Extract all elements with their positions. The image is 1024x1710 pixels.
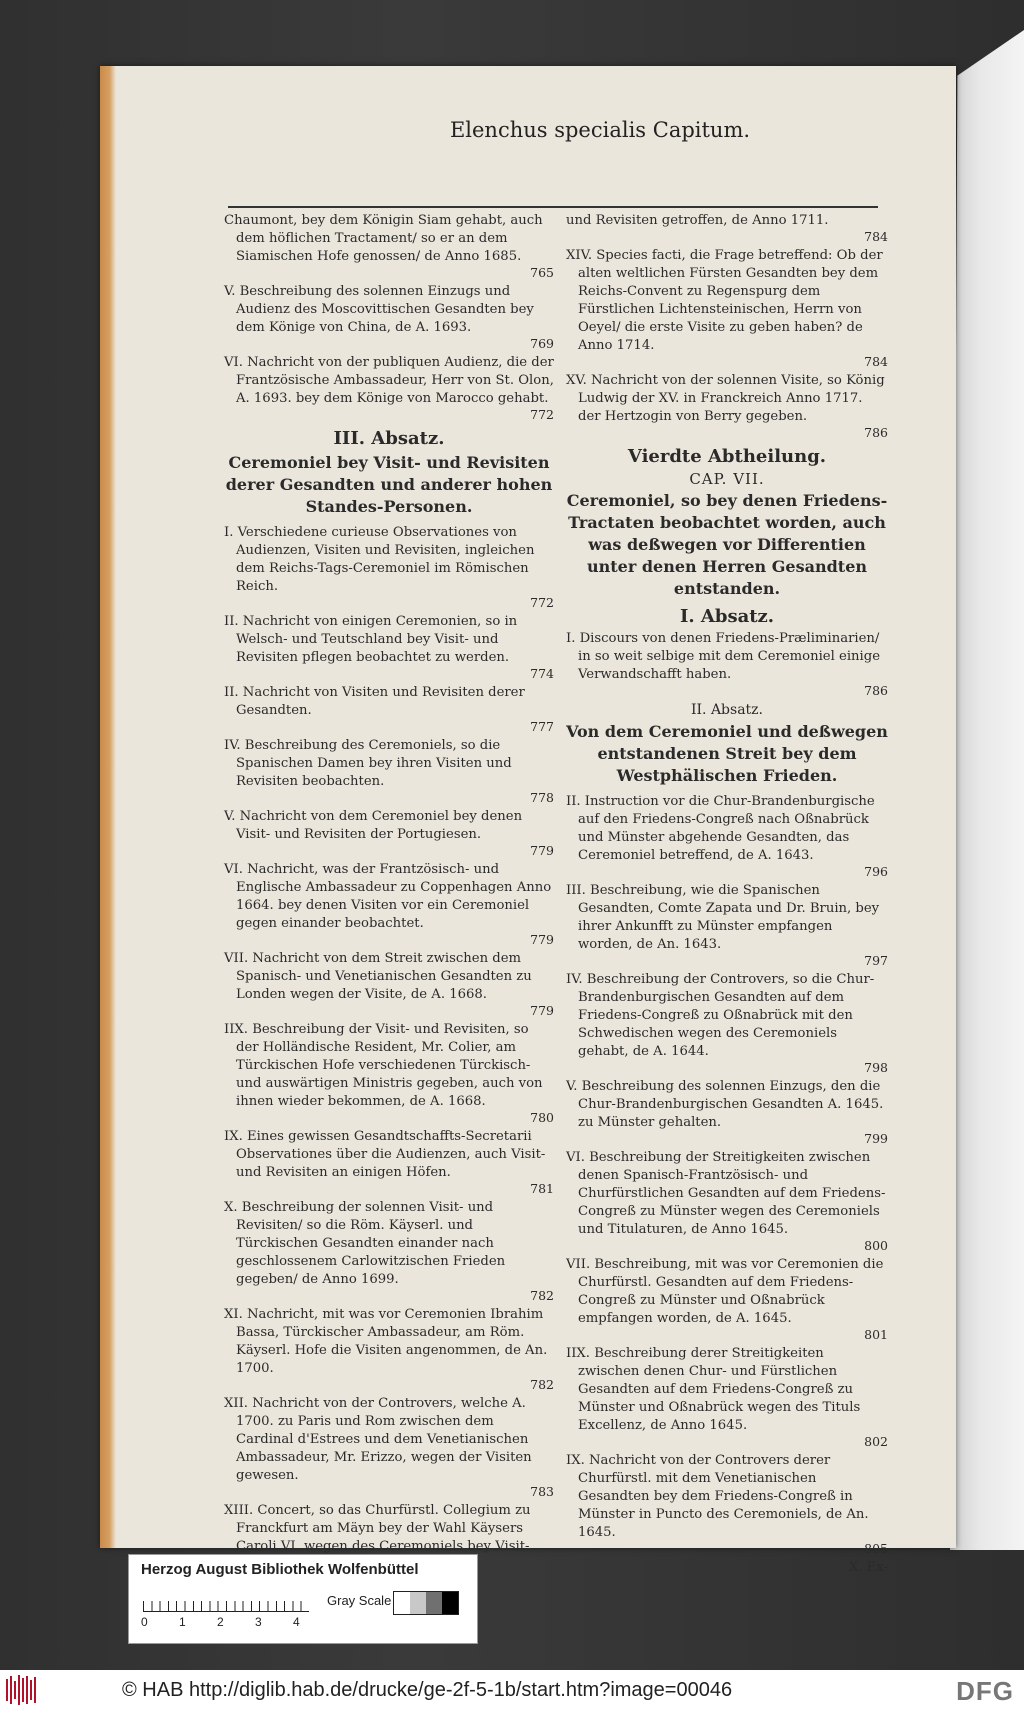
gray-swatch (394, 1592, 410, 1614)
entry-page-number: 801 (864, 1327, 888, 1342)
left-entry (224, 1128, 554, 1196)
sub2-entry (566, 882, 888, 968)
entry-text: VI. Nachricht von der publiquen Audienz, die der Frantzösische Ambassadeur, Herr von St. Olon, A. 1693. bey dem Könige von Marocco gehabt. (224, 355, 554, 406)
ruler-number: 3 (255, 1615, 262, 1629)
left-section-title: Ceremoniel bey Visit- und Revisiten derer Gesandten und anderer hohen Standes-Personen. (225, 453, 553, 516)
entry-page-number: 782 (530, 1377, 554, 1392)
entry-page-number: 779 (530, 932, 554, 947)
entry-text: XIII. Concert, so das Churfürstl. Collegium zu Franckfurt am Mäyn bey der Wahl Käysers Caroli VI. wegen des Ceremoniels bey Visit- (224, 1503, 531, 1554)
right-column (566, 212, 888, 1577)
left-entry (224, 950, 554, 1018)
logo-bar (34, 1677, 36, 1703)
entry-text: und Revisiten getroffen, de Anno 1711. (566, 213, 829, 228)
hab-logo-icon (6, 1675, 52, 1705)
entry-text: III. Beschreibung, wie die Spanischen Gesandten, Comte Zapata und Dr. Bruin, bey ihrer Ankunfft zu Münster empfangen worden, de An. 1643. (566, 883, 880, 952)
entry-page-number: 799 (864, 1131, 888, 1146)
entry-text: VI. Nachricht, was der Frantzösisch- und Englische Ambassadeur zu Coppenhagen Anno 1664. bey denen Visiten vor ein Ceremoniel gegen einander beobachtet. (224, 862, 552, 931)
dfg-logo: DFG (956, 1676, 1014, 1706)
sub2-entry (566, 971, 888, 1075)
entry-page-number: 786 (864, 425, 888, 440)
gray-swatch (410, 1592, 426, 1614)
ruler-number: 4 (293, 1615, 300, 1629)
left-top-entry (224, 212, 554, 280)
library-name: Herzog August Bibliothek Wolfenbüttel (141, 1561, 419, 1578)
left-entry (224, 1199, 554, 1303)
left-entry (224, 808, 554, 858)
color-control-card (128, 1554, 478, 1644)
right-section-head: Vierdte Abtheilung. (627, 446, 827, 467)
logo-bar (6, 1679, 8, 1701)
left-entries (224, 524, 554, 1556)
entry-text: IX. Eines gewissen Gesandtschaffts-Secretarii Observationes über die Audienzen, auch Visit- und Revisiten an einigen Höfen. (224, 1129, 546, 1180)
left-entry (224, 1021, 554, 1125)
sub2-head: II. Absatz. (690, 702, 764, 718)
sub2-entry (566, 1256, 888, 1342)
entry-page-number: 782 (530, 1288, 554, 1303)
entry-text: IV. Beschreibung der Controvers, so die Chur-Brandenburgischen Gesandten auf dem Friedens-Congreß zu Oßnabrück mit den Schwedischen wegen des Ceremoniels gehabt, de A. 1644. (566, 972, 875, 1059)
entry-text: IX. Nachricht von der Controvers derer Churfürstl. mit dem Venetianischen Gesandten bey dem Friedens-Congreß in Münster in Puncto des Ceremoniels, de An. 1645. (566, 1453, 869, 1540)
logo-bar (26, 1676, 28, 1704)
entry-page-number: 772 (530, 595, 554, 610)
entry-text: XI. Nachricht, mit was vor Ceremonien Ibrahim Bassa, Türckischer Ambassadeur, am Röm. Käyserl. Hofe die Visiten angenommen, de An. 1700. (224, 1307, 548, 1376)
left-entry (224, 524, 554, 610)
entry-page-number: 772 (530, 407, 554, 422)
logo-bar (10, 1676, 12, 1704)
right-top-entry (566, 372, 888, 440)
entry-page-number: 780 (530, 1110, 554, 1125)
right-top-entry (566, 247, 888, 369)
entry-page-number: 784 (864, 354, 888, 369)
right-top-entries (566, 212, 888, 440)
entry-page-number: 781 (530, 1181, 554, 1196)
entry-text: IIX. Beschreibung derer Streitigkeiten zwischen denen Chur- und Fürstlichen Gesandten auf dem Friedens-Congreß zu Münster und Oßnabrück wegen des Tituls Excellenz, de Anno 1645. (566, 1346, 861, 1433)
entry-page-number: 779 (530, 843, 554, 858)
running-head: Elenchus specialis Capitum. (449, 118, 751, 142)
left-entry (224, 1502, 554, 1556)
entry-page-number: 786 (864, 683, 888, 698)
left-entry (224, 613, 554, 681)
entry-text: VII. Nachricht von dem Streit zwischen dem Spanisch- und Venetianischen Gesandten zu Londen wegen der Visite, de A. 1668. (224, 951, 532, 1002)
left-entry (224, 1306, 554, 1392)
entry-page-number: 796 (864, 864, 888, 879)
entry-text: I. Discours von denen Friedens-Præliminarien/ in so weit selbige mit dem Ceremoniel einige Verwandschafft haben. (566, 631, 880, 682)
sub2-entry (566, 1452, 888, 1556)
chapter-head: CAP. VII. (689, 470, 765, 488)
right-top-entry (566, 212, 888, 244)
entry-page-number: 765 (530, 265, 554, 280)
entry-page-number: 777 (530, 719, 554, 734)
footer-bar (0, 1670, 1024, 1710)
sub1-entries (566, 630, 888, 698)
entry-text: I. Verschiedene curieuse Observationes von Audienzen, Visiten und Revisiten, ingleichen dem Reichs-Tags-Ceremoniel im Römischen Reich. (224, 525, 535, 594)
logo-bar (18, 1675, 20, 1705)
entry-text: V. Nachricht von dem Ceremoniel bey denen Visit- und Revisiten der Portugiesen. (224, 809, 523, 842)
entry-page-number: 800 (864, 1238, 888, 1253)
entry-text: IIX. Beschreibung der Visit- und Revisiten, so der Holländische Resident, Mr. Colier, am Türckischen Hofe verschiedenen Türckisch- und auswärtigen Ministris gegeben, auch von ihnen wieder bekommen, de A. 1668. (224, 1022, 543, 1109)
left-entry (224, 684, 554, 734)
entry-text: IV. Beschreibung des Ceremoniels, so die Spanischen Damen bey ihren Visiten und Revisiten beobachten. (224, 738, 512, 789)
left-entry (224, 1395, 554, 1499)
footer-url[interactable]: © HAB http://diglib.hab.de/drucke/ge-2f-5-1b/start.htm?image=00046 (122, 1678, 733, 1701)
head-rule (228, 206, 878, 208)
left-top-entry (224, 354, 554, 422)
entry-page-number: 783 (530, 1484, 554, 1499)
sub2-title: Von dem Ceremoniel und deßwegen entstandenen Streit bey dem Westphälischen Frieden. (566, 722, 888, 785)
entry-text: II. Nachricht von einigen Ceremonien, so in Welsch- und Teutschland bey Visit- und Revisiten pflegen beobachtet zu werden. (224, 614, 518, 665)
left-top-entries (224, 212, 554, 422)
sub2-entry (566, 1345, 888, 1449)
entry-page-number: 797 (864, 953, 888, 968)
ruler-number: 2 (217, 1615, 224, 1629)
entry-page-number: 778 (530, 790, 554, 805)
entry-text: XIV. Species facti, die Frage betreffend: Ob der alten weltlichen Fürsten Gesandten bey dem Reichs-Convent zu Regenspurg dem Fürstlichen Lichtensteinischen, Herrn von Oeyel/ die erste Visite zu geben haben? de Anno 1714. (566, 248, 883, 353)
entry-text: XII. Nachricht von der Controvers, welche A. 1700. zu Paris und Rom zwischen dem Cardinal d'Estrees und dem Venetianischen Ambassadeur, Mr. Erizzo, wegen der Visiten gewesen. (224, 1396, 532, 1483)
gray-swatch (442, 1592, 458, 1614)
gray-scale-label: Gray Scale (327, 1593, 392, 1608)
gray-scale-swatches (393, 1591, 459, 1615)
left-top-entry (224, 283, 554, 351)
sub2-entry (566, 1149, 888, 1253)
entry-page-number: 784 (864, 229, 888, 244)
ruler-number: 1 (179, 1615, 186, 1629)
logo-bar (22, 1678, 24, 1702)
entry-text: X. Beschreibung der solennen Visit- und Revisiten/ so die Röm. Käyserl. und Türckischen Gesandten einander nach geschlossenem Carlowitzischen Frieden gegeben/ de Anno 1699. (224, 1200, 506, 1287)
left-entry (224, 861, 554, 947)
left-section-head: III. Absatz. (333, 428, 445, 449)
right-chapter-title: Ceremoniel, so bey denen Friedens-Tractaten beobachtet worden, auch was deßwegen vor Differentien unter denen Herren Gesandten entstanden. (566, 491, 888, 598)
logo-bar (14, 1681, 16, 1699)
entry-text: VI. Beschreibung der Streitigkeiten zwischen denen Spanisch-Frantzösisch- und Churfürstlichen Gesandten auf dem Friedens-Congreß zu Münster wegen des Ceremoniels und Titulaturen, de Anno 1645. (566, 1150, 886, 1237)
sub2-entry (566, 1078, 888, 1146)
sub2-entry (566, 793, 888, 879)
sub2-entries (566, 793, 888, 1556)
page-binding-edge (100, 66, 116, 1548)
catchword: X. Ex- (848, 1560, 888, 1575)
logo-bar (30, 1680, 32, 1700)
entry-page-number: 774 (530, 666, 554, 681)
sub1-entry (566, 630, 888, 698)
entry-page-number: 779 (530, 1003, 554, 1018)
entry-page-number: 798 (864, 1060, 888, 1075)
left-column (224, 212, 554, 1559)
ruler-number: 0 (141, 1615, 148, 1629)
entry-text: VII. Beschreibung, mit was vor Ceremonien die Churfürstl. Gesandten auf dem Friedens-Congreß zu Münster und Oßnabrück empfangen worden, de A. 1645. (566, 1257, 884, 1326)
entry-text: XV. Nachricht von der solennen Visite, so König Ludwig der XV. in Franckreich Anno 1717. der Hertzogin von Berry gegeben. (566, 373, 885, 424)
entry-text: V. Beschreibung des solennen Einzugs, den die Chur-Brandenburgischen Gesandten A. 1645. zu Münster gehalten. (566, 1079, 884, 1130)
entry-page-number: 805 (864, 1541, 888, 1556)
gray-swatch (426, 1592, 442, 1614)
entry-text: V. Beschreibung des solennen Einzugs und Audienz des Moscovittischen Gesandten bey dem Könige von China, de A. 1693. (224, 284, 534, 335)
left-entry (224, 737, 554, 805)
entry-text: II. Nachricht von Visiten und Revisiten derer Gesandten. (224, 685, 525, 718)
entry-text: Chaumont, bey dem Königin Siam gehabt, auch dem höflichen Tractament/ so er an dem Siamischen Hofe genossen/ de Anno 1685. (224, 213, 543, 264)
scale-ruler (143, 1591, 309, 1612)
entry-page-number: 769 (530, 336, 554, 351)
adjacent-page-edge (950, 30, 1024, 1550)
sub1-head: I. Absatz. (679, 606, 775, 627)
entry-text: II. Instruction vor die Chur-Brandenburgische auf den Friedens-Congreß nach Oßnabrück und Münster abgehende Gesandten, das Ceremoniel betreffend, de A. 1643. (566, 794, 875, 863)
entry-page-number: 802 (864, 1434, 888, 1449)
